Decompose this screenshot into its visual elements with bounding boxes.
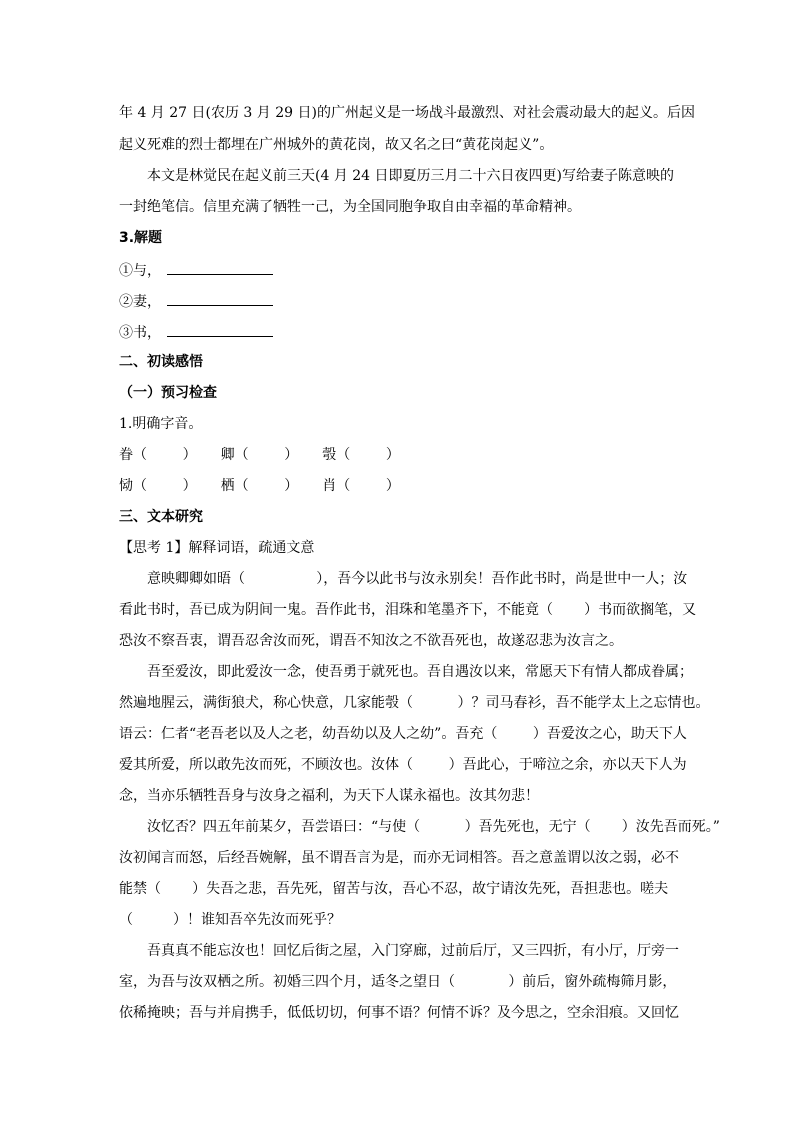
text-line: 能禁（ ）失吾之悲，吾先死，留苦与汝，吾心不忍，故宁请汝先死，吾担悲也。嗟夫 [119,881,669,897]
text-line: 恐汝不察吾衷，谓吾忍舍汝而死，谓吾不知汝之不欲吾死也，故遂忍悲为汝言之。 [119,633,623,649]
intro-line-1: 年 4 月 27 日(农历 3 月 29 日)的广州起义是一场战斗最激烈、对社会震动最大的起义。后因 [119,105,695,121]
intro-line-2: 起义死难的烈士都埋在广州城外的黄花岗，故又名之曰“黄花岗起义”。 [119,137,554,153]
text-line: 吾至爱汝，即此爱汝一念，使吾勇于就死也。吾自遇汝以来，常愿天下有情人都成眷属； [147,664,693,680]
pinyin-item: 彀（ ） [322,447,400,463]
intro-line-4: 一封绝笔信。信里充满了牺牲一己，为全国同胞争取自由幸福的革命精神。 [119,199,581,215]
answer-blank[interactable] [167,262,273,275]
jieti-item-3: ③书， [119,324,273,340]
text-line: （ ）！谁知吾卒先汝而死乎？ [119,912,342,928]
text-line: 爱其所爱，所以敢先汝而死，不顾汝也。汝体（ ）吾此心，于啼泣之余，亦以天下人为 [119,757,687,773]
pinyin-row-1 [119,448,424,462]
pinyin-item: 卿（ ） [220,447,299,463]
jieti-item-2: ②妻， [119,293,273,309]
answer-blank[interactable] [167,293,273,306]
jieti-item-1: ①与， [119,262,273,278]
intro-line-3: 本文是林觉民在起义前三天(4 月 24 日即夏历三月二十六日夜四更)写给妻子陈意映的 [147,168,674,184]
think-1 [119,541,314,555]
text-line: 念，当亦乐牺牲吾身与汝身之福利，为天下人谋永福也。汝其勿悲！ [119,788,539,804]
section2-heading: 二、初读感悟 [119,354,203,370]
pinyin-row-2 [119,479,424,493]
text-line: 吾真真不能忘汝也！回忆后街之屋，入门穿廊，过前后厅，又三四折，有小厅，厅旁一 [147,943,679,959]
think-text: 解释词语，疏通文意 [188,540,315,556]
text-line: 然遍地腥云，满街狼犬，称心快意，几家能彀（ ）？司马春衫，吾不能学太上之忘情也。 [119,695,710,711]
pinyin-item: 栖（ ） [220,478,299,494]
jieti-heading: 3.解题 [119,230,163,246]
pinyin-item: 肖（ ） [322,478,400,494]
think-label: 【思考 1】 [119,540,189,556]
text-line: 依稀掩映；吾与并肩携手，低低切切，何事不语？何情不诉？及今思之，空余泪痕。又回忆 [119,1005,679,1021]
text-line: 语云：仁者“老吾老以及人之老，幼吾幼以及人之幼”。吾充（ ）吾爱汝之心，助天下人 [119,726,687,742]
question-1: 1.明确字音。 [119,416,203,432]
text-line: 室，为吾与汝双栖之所。初婚三四个月，适冬之望日（ ）前后，窗外疏梅筛月影， [119,974,677,990]
text-line: 意映卿卿如晤（ ），吾今以此书与汝永别矣！吾作此书时，尚是世中一人；汝 [147,571,688,587]
pinyin-item: 眷（ ） [119,447,197,463]
section2-subheading: （一）预习检查 [119,385,217,401]
answer-blank[interactable] [167,324,273,337]
text-line: 看此书时，吾已成为阴间一鬼。吾作此书，泪珠和笔墨齐下，不能竟（ ）书而欲搁笔，又 [119,602,697,618]
pinyin-item: 恸（ ） [119,478,197,494]
text-line: 汝初闻言而怒，后经吾婉解，虽不谓吾言为是，而亦无词相答。吾之意盖谓以汝之弱，必不 [119,850,679,866]
section3-heading: 三、文本研究 [119,509,203,525]
text-line: 汝忆否？四五年前某夕，吾尝语曰：“与使（ ）吾先死也，无宁（ ）汝先吾而死。” [147,819,720,835]
